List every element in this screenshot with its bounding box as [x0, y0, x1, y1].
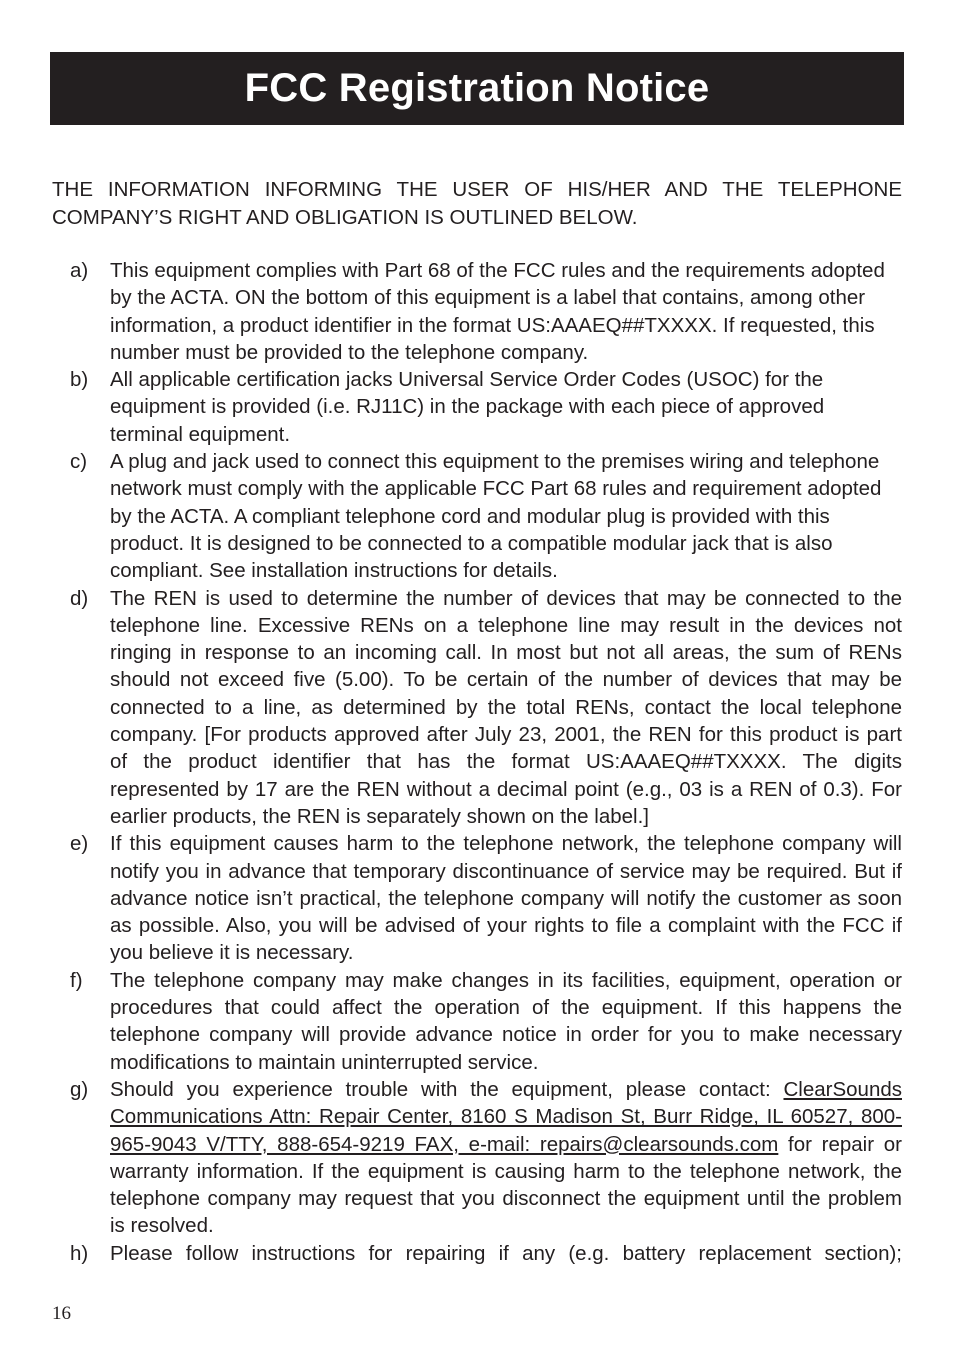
- list-item-text: This equipment complies with Part 68 of the FCC rules and the requirements adopted by the ACTA. ON the bottom of this equipment is a label that contains, among other information, a product identifier in the format US:AAAEQ##TXXXX. If requested, this number must be provided to the telephone company.: [110, 259, 885, 364]
- list-item-text: The telephone company may make changes in its facilities, equipment, operation or procedures that could affect the operation of the equipment. If this happens the telephone company will provide advance notice in order for you to make necessary modifications to maintain uninterrupted service.: [110, 968, 902, 1074]
- list-item-text: All applicable certification jacks Universal Service Order Codes (USOC) for the equipment is provided (i.e. RJ11C) in the package with each piece of approved terminal equipment.: [110, 368, 825, 446]
- list-item-f: [52, 967, 902, 1076]
- list-marker: b): [70, 368, 89, 392]
- list-item-text: A plug and jack used to connect this equipment to the premises wiring and telephone network must comply with the applicable FCC Part 68 rules and requirement adopted by the ACTA. A compliant telephone cord and modular plug is provided with this product. It is designed to be connected to a compatible modular jack that is also compliant. See installation instructions for details.: [110, 450, 882, 583]
- intro-paragraph: THE INFORMATION INFORMING THE USER OF HIS/HER AND THE TELEPHONE COMPANY’S RIGHT AND OBLIGATION IS OUTLINED BELOW.: [52, 178, 902, 229]
- notice-list: [52, 257, 902, 1267]
- list-item-text: Please follow instructions for repairing if any (e.g. battery replacement section);: [110, 1241, 902, 1265]
- list-item-c: [52, 448, 902, 584]
- list-marker: e): [70, 832, 89, 856]
- list-marker: h): [70, 1241, 89, 1265]
- list-item-text: [110, 1076, 902, 1240]
- list-marker: f): [70, 968, 83, 992]
- list-marker: d): [70, 586, 89, 610]
- page-number: 16: [52, 1303, 71, 1324]
- list-item-d: [52, 585, 902, 831]
- contact-intro-text: Should you experience trouble with the equipment, please contact:: [110, 1077, 784, 1101]
- list-item-e: [52, 830, 902, 966]
- list-marker: a): [70, 259, 89, 282]
- list-item-text: If this equipment causes harm to the telephone network, the telephone company will notify you in advance that temporary discontinuance of service may be required. But if advance notice isn’t practical, the telephone company will notify the customer as soon as possible. Also, you will be advised of your rights to file a complaint with the FCC if you believe it is necessary.: [110, 832, 902, 965]
- contact-followup-text: for repair or warranty information. If the equipment is causing harm to the telephone network, the telephone company may request that you disconnect the equipment until the problem is resolved.: [110, 1132, 902, 1238]
- list-item-g: [52, 1076, 902, 1240]
- title-banner: [50, 52, 904, 125]
- list-item-text: The REN is used to determine the number of devices that may be connected to the telephone line. Excessive RENs on a telephone line may result in the devices not ringing in response to an incoming call. In most but not all areas, the sum of RENs should not exceed five (5.00). To be certain of the number of devices that may be connected to a line, as determined by the total RENs, contact the local telephone company. [For products approved after July 23, 2001, the REN for this product is part of the product identifier that has the format US:AAAEQ##TXXXX. The digits represented by 17 are the REN without a decimal point (e.g., 03 is a REN of 0.3). For earlier products, the REN is separately shown on the label.]: [110, 586, 902, 828]
- list-marker: g): [70, 1077, 89, 1101]
- list-item-b: [52, 366, 902, 448]
- repair-contact-info: ClearSounds Communications Attn: Repair Center, 8160 S Madison St, Burr Ridge, IL 60527, 800-965-9043 V/TTY, 888-654-9219 FAX, e-mail: repairs@clearsounds.com: [110, 1077, 902, 1156]
- list-marker: c): [70, 450, 88, 474]
- list-item-h: [52, 1240, 902, 1267]
- page-title: FCC Registration Notice: [244, 66, 710, 110]
- list-item-a: [52, 257, 902, 366]
